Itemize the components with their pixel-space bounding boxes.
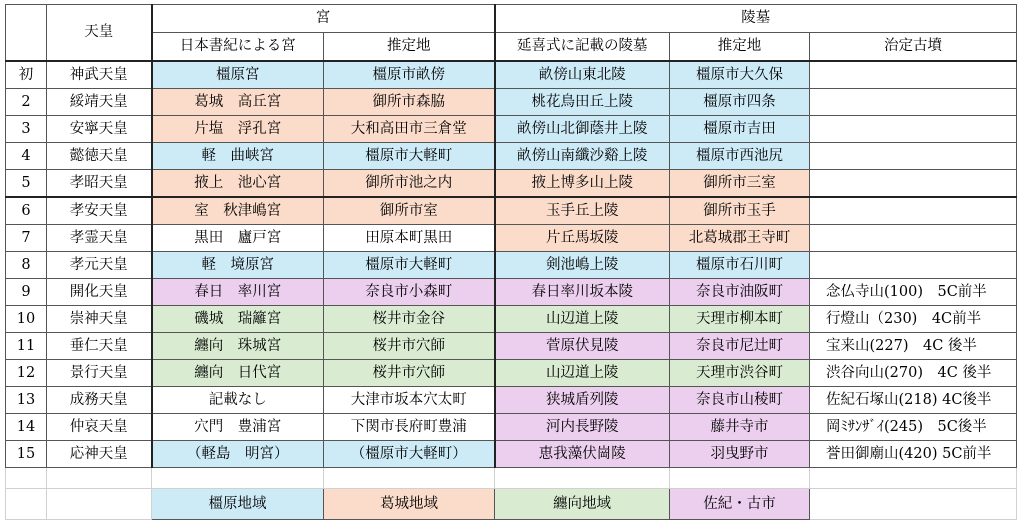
table-row bbox=[6, 360, 1017, 387]
tomb-name: 狭城盾列陵 bbox=[495, 387, 670, 414]
tomb-location: 奈良市山稜町 bbox=[670, 387, 810, 414]
table-row bbox=[6, 225, 1017, 252]
tomb-name: 畝傍山南纖沙谿上陵 bbox=[495, 143, 670, 170]
legend-katsuragi: 葛城地域 bbox=[324, 489, 495, 520]
palace-location: 桜井市穴師 bbox=[324, 360, 495, 387]
palace-name: 穴門 豊浦宮 bbox=[152, 414, 324, 441]
tomb-location: 天理市渋谷町 bbox=[670, 360, 810, 387]
kofun-name bbox=[810, 61, 1017, 89]
emperor-name: 崇神天皇 bbox=[47, 306, 152, 333]
tomb-location: 天理市柳本町 bbox=[670, 306, 810, 333]
table-row bbox=[6, 333, 1017, 360]
tomb-location: 御所市玉手 bbox=[670, 197, 810, 225]
emperor-name: 懿徳天皇 bbox=[47, 143, 152, 170]
row-number: 14 bbox=[6, 414, 47, 441]
tomb-location: 奈良市尼辻町 bbox=[670, 333, 810, 360]
table-row bbox=[6, 116, 1017, 143]
emperor-name: 孝元天皇 bbox=[47, 252, 152, 279]
legend-spacer bbox=[47, 489, 152, 520]
palace-name: 室 秋津嶋宮 bbox=[152, 197, 324, 225]
table-row bbox=[6, 89, 1017, 116]
kofun-name bbox=[810, 170, 1017, 198]
tomb-name: 菅原伏見陵 bbox=[495, 333, 670, 360]
palace-name: （軽島 明宮） bbox=[152, 441, 324, 468]
legend-spacer bbox=[810, 489, 1017, 520]
row-number: 12 bbox=[6, 360, 47, 387]
palace-location: 大和高田市三倉堂 bbox=[324, 116, 495, 143]
palace-name: 春日 率川宮 bbox=[152, 279, 324, 306]
palace-location: 御所市森脇 bbox=[324, 89, 495, 116]
tomb-name: 山辺道上陵 bbox=[495, 306, 670, 333]
emperor-name: 景行天皇 bbox=[47, 360, 152, 387]
row-number: 13 bbox=[6, 387, 47, 414]
row-number: 15 bbox=[6, 441, 47, 468]
palace-location: 橿原市大軽町 bbox=[324, 252, 495, 279]
kofun-name bbox=[810, 225, 1017, 252]
emperor-name: 孝安天皇 bbox=[47, 197, 152, 225]
row-number: 2 bbox=[6, 89, 47, 116]
tomb-name: 剣池嶋上陵 bbox=[495, 252, 670, 279]
table-row bbox=[6, 61, 1017, 89]
kofun-name: 佐紀石塚山(218) 4C後半 bbox=[810, 387, 1017, 414]
emperor-name: 安寧天皇 bbox=[47, 116, 152, 143]
tomb-name: 春日率川坂本陵 bbox=[495, 279, 670, 306]
corner-cell bbox=[6, 5, 47, 62]
blank-cell bbox=[495, 468, 670, 489]
table-row bbox=[6, 279, 1017, 306]
tomb-name: 片丘馬坂陵 bbox=[495, 225, 670, 252]
palace-name: 掖上 池心宮 bbox=[152, 170, 324, 198]
table-row bbox=[6, 252, 1017, 279]
header-palace-nihonshoki: 日本書紀による宮 bbox=[152, 33, 324, 62]
row-number: 9 bbox=[6, 279, 47, 306]
palace-location: 桜井市金谷 bbox=[324, 306, 495, 333]
table-row bbox=[6, 143, 1017, 170]
emperor-name: 垂仁天皇 bbox=[47, 333, 152, 360]
legend-makimuku: 纏向地域 bbox=[495, 489, 670, 520]
palace-location: 大津市坂本穴太町 bbox=[324, 387, 495, 414]
tomb-location: 橿原市石川町 bbox=[670, 252, 810, 279]
row-number: 8 bbox=[6, 252, 47, 279]
kofun-name: 岡ﾐｻﾝｻﾞｲ(245) 5C後半 bbox=[810, 414, 1017, 441]
kofun-name bbox=[810, 143, 1017, 170]
blank-cell bbox=[152, 468, 324, 489]
header-tomb-location: 推定地 bbox=[670, 33, 810, 62]
tomb-location: 北葛城郡王寺町 bbox=[670, 225, 810, 252]
tomb-location: 奈良市油阪町 bbox=[670, 279, 810, 306]
tomb-name: 河内長野陵 bbox=[495, 414, 670, 441]
tomb-location: 橿原市四条 bbox=[670, 89, 810, 116]
blank-cell bbox=[6, 468, 47, 489]
kofun-name: 行燈山（230) 4C前半 bbox=[810, 306, 1017, 333]
kofun-name bbox=[810, 197, 1017, 225]
tomb-name: 山辺道上陵 bbox=[495, 360, 670, 387]
tomb-name: 桃花鳥田丘上陵 bbox=[495, 89, 670, 116]
tomb-location: 橿原市大久保 bbox=[670, 61, 810, 89]
emperor-table bbox=[5, 4, 1017, 520]
row-number: 11 bbox=[6, 333, 47, 360]
blank-cell bbox=[324, 468, 495, 489]
palace-location: 下関市長府町豊浦 bbox=[324, 414, 495, 441]
header-emperor: 天皇 bbox=[47, 5, 152, 62]
kofun-name bbox=[810, 252, 1017, 279]
palace-name: 磯城 瑞籬宮 bbox=[152, 306, 324, 333]
blank-cell bbox=[47, 468, 152, 489]
emperor-name: 応神天皇 bbox=[47, 441, 152, 468]
kofun-name bbox=[810, 116, 1017, 143]
legend-saki-furuichi: 佐紀・古市 bbox=[670, 489, 810, 520]
row-number: 4 bbox=[6, 143, 47, 170]
row-number: 6 bbox=[6, 197, 47, 225]
kofun-name: 念仏寺山(100) 5C前半 bbox=[810, 279, 1017, 306]
blank-cell bbox=[810, 468, 1017, 489]
table-row bbox=[6, 387, 1017, 414]
header-kofun: 治定古墳 bbox=[810, 33, 1017, 62]
tomb-location: 藤井寺市 bbox=[670, 414, 810, 441]
tomb-location: 羽曳野市 bbox=[670, 441, 810, 468]
emperor-name: 仲哀天皇 bbox=[47, 414, 152, 441]
table-row bbox=[6, 306, 1017, 333]
header-palace-location: 推定地 bbox=[324, 33, 495, 62]
palace-location: 田原本町黒田 bbox=[324, 225, 495, 252]
emperor-name: 開化天皇 bbox=[47, 279, 152, 306]
palace-location: 橿原市大軽町 bbox=[324, 143, 495, 170]
palace-location: 御所市室 bbox=[324, 197, 495, 225]
palace-location: 桜井市穴師 bbox=[324, 333, 495, 360]
table-row bbox=[6, 441, 1017, 468]
palace-location: 橿原市畝傍 bbox=[324, 61, 495, 89]
row-number: 5 bbox=[6, 170, 47, 198]
kofun-name: 渋谷向山(270) 4C 後半 bbox=[810, 360, 1017, 387]
row-number: 初 bbox=[6, 61, 47, 89]
legend-kashihara: 橿原地域 bbox=[152, 489, 324, 520]
emperor-name: 神武天皇 bbox=[47, 61, 152, 89]
palace-location: 御所市池之内 bbox=[324, 170, 495, 198]
blank-cell bbox=[670, 468, 810, 489]
palace-location: 奈良市小森町 bbox=[324, 279, 495, 306]
kofun-name bbox=[810, 89, 1017, 116]
palace-name: 纏向 日代宮 bbox=[152, 360, 324, 387]
emperor-name: 孝霊天皇 bbox=[47, 225, 152, 252]
tomb-location: 橿原市吉田 bbox=[670, 116, 810, 143]
row-number: 10 bbox=[6, 306, 47, 333]
palace-name: 片塩 浮孔宮 bbox=[152, 116, 324, 143]
header-tomb-group: 陵墓 bbox=[495, 5, 1017, 33]
tomb-name: 恵我藻伏崗陵 bbox=[495, 441, 670, 468]
tomb-name: 玉手丘上陵 bbox=[495, 197, 670, 225]
table-row bbox=[6, 170, 1017, 198]
palace-name: 軽 境原宮 bbox=[152, 252, 324, 279]
emperor-name: 綏靖天皇 bbox=[47, 89, 152, 116]
palace-name: 橿原宮 bbox=[152, 61, 324, 89]
row-number: 3 bbox=[6, 116, 47, 143]
emperor-name: 孝昭天皇 bbox=[47, 170, 152, 198]
palace-location: （橿原市大軽町） bbox=[324, 441, 495, 468]
palace-name: 葛城 高丘宮 bbox=[152, 89, 324, 116]
palace-name: 纏向 珠城宮 bbox=[152, 333, 324, 360]
palace-name: 記載なし bbox=[152, 387, 324, 414]
table-row bbox=[6, 414, 1017, 441]
header-tomb-engishiki: 延喜式に記載の陵墓 bbox=[495, 33, 670, 62]
row-number: 7 bbox=[6, 225, 47, 252]
legend-spacer bbox=[6, 489, 47, 520]
palace-name: 黒田 廬戸宮 bbox=[152, 225, 324, 252]
kofun-name: 誉田御廟山(420) 5C前半 bbox=[810, 441, 1017, 468]
emperor-name: 成務天皇 bbox=[47, 387, 152, 414]
tomb-name: 掖上博多山上陵 bbox=[495, 170, 670, 198]
table-row bbox=[6, 197, 1017, 225]
tomb-name: 畝傍山北御蔭井上陵 bbox=[495, 116, 670, 143]
kofun-name: 宝来山(227) 4C 後半 bbox=[810, 333, 1017, 360]
palace-name: 軽 曲峡宮 bbox=[152, 143, 324, 170]
tomb-name: 畝傍山東北陵 bbox=[495, 61, 670, 89]
tomb-location: 御所市三室 bbox=[670, 170, 810, 198]
header-palace-group: 宮 bbox=[152, 5, 495, 33]
tomb-location: 橿原市西池尻 bbox=[670, 143, 810, 170]
